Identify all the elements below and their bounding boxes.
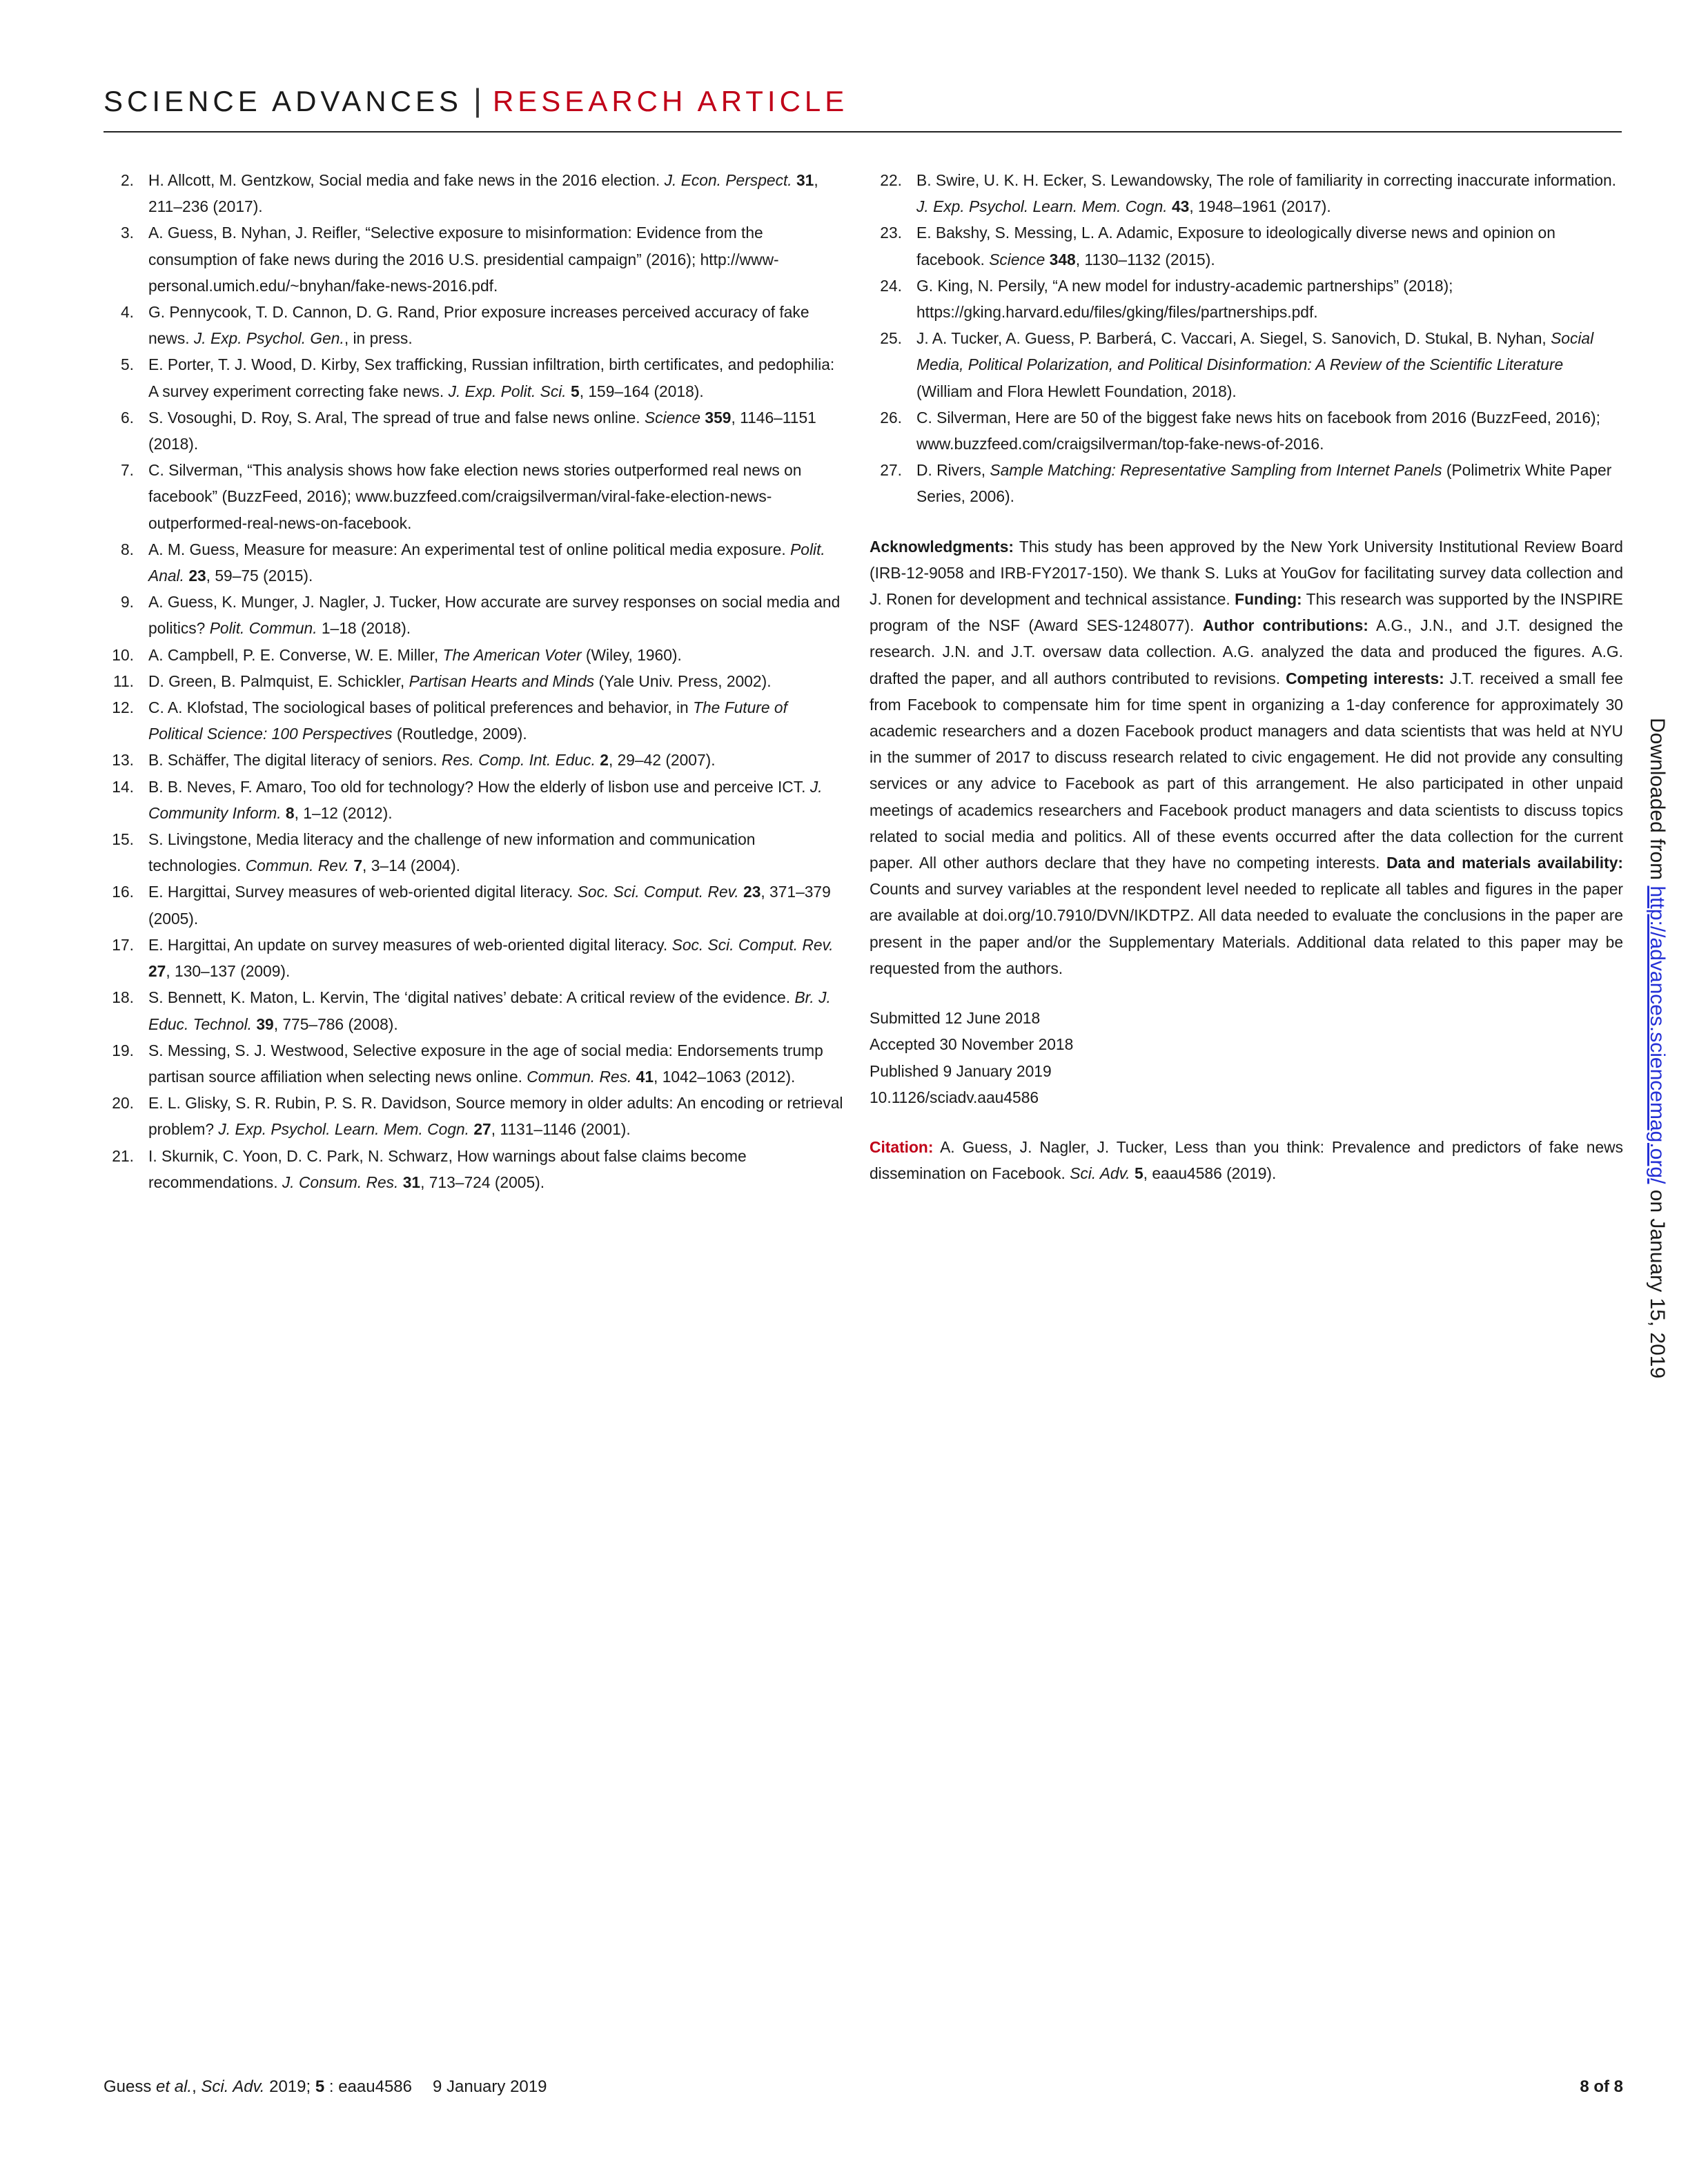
reference-item: 2. H. Allcott, M. Gentzkow, Social media and fake news in the 2016 election. J. Econ. Perspect. 31, 211–236 (2017). — [120, 171, 818, 216]
download-notice-text: Downloaded from http://advances.sciencemag.org/ on January 15, 2019 — [1646, 718, 1669, 1379]
citation-block: Citation: A. Guess, J. Nagler, J. Tucker, Less than you think: Prevalence and predictors of fake news dissemination on Facebook. Sci. Adv. 5, eaau4586 (2019). — [870, 1137, 1623, 1183]
reference-item: 16. E. Hargittai, Survey measures of web-oriented digital literacy. Soc. Sci. Comput. Rev. 23, 371–379 (2005). — [112, 883, 831, 928]
reference-item: 23. E. Bakshy, S. Messing, L. A. Adamic, Exposure to ideologically diverse news and opinion on facebook. Science 348, 1130–1132 (2015). — [880, 224, 1555, 268]
footer-date: 9 January 2019 — [433, 2077, 547, 2096]
acknowledgments-paragraph: Acknowledgments: This study has been approved by the New York University Institutional Review Board (IRB-12-9058 and IRB-FY2017-150). We thank S. Luks at YouGov for facilitating survey data collection and J. Ronen for development and technical assistance. Funding: This research was supported by the INSPIRE program of the NSF (Award SES-1248077). Author contributions: A.G., J.N., and J.T. designed the research. J.N. and J.T. oversaw data collection. A.G. analyzed the data and produced the figures. A.G. drafted the paper, and all authors contributed to revisions. Competing interests: J.T. received a small fee from Facebook to compensate him for time spent in organizing a 1-day conference for approximately 30 academic researchers and a dozen Facebook product managers and data scientists that was held at NYU in the summer of 2017 to discuss research related to civic engagement. He did not provide any consulting services or any advice to Facebook as part of this arrangement. He also participated in other unpaid meetings of academics researchers and Facebook product managers and data scientists to discuss topics related to social media and politics. All of these events occurred after the data collection for the current paper. All other authors declare that they have no competing interests. Data and materials availability: Counts and survey variables at the respondent level needed to replicate all tables and figures in the paper are available at doi.org/10.7910/DVN/IKDTPZ. All data needed to evaluate the conclusions in the paper are present in the paper and/or the Supplementary Materials. Additional data related to this paper may be requested from the authors. — [870, 537, 1623, 977]
published-date: Published 9 January 2019 — [870, 1061, 1052, 1080]
reference-item: 8. A. M. Guess, Measure for measure: An experimental test of online political media exposure. Polit. Anal. 23, 59–75 (2015). — [120, 540, 825, 585]
reference-item: 20. E. L. Glisky, S. R. Rubin, P. S. R. Davidson, Source memory in older adults: An encoding or retrieval problem? J. Exp. Psychol. Learn. Mem. Cogn. 27, 1131–1146 (2001). — [112, 1094, 843, 1139]
footer-citation: Guess et al., Sci. Adv. 2019; 5 : eaau4586 9 January 2019 — [104, 2077, 547, 2096]
competing-interests-label: Competing interests: — [1286, 669, 1444, 687]
reference-item: 6. S. Vosoughi, D. Roy, S. Aral, The spread of true and false news online. Science 359, 1146–1151 (2018). — [120, 408, 816, 453]
reference-item: 11. D. Green, B. Palmquist, E. Schickler, Partisan Hearts and Minds (Yale Univ. Press, 2002). — [113, 672, 772, 690]
reference-item: 24. G. King, N. Persily, “A new model for industry-academic partnerships” (2018); https://gking.harvard.edu/files/gking/files/partnerships.pdf. — [880, 276, 1453, 322]
reference-item: 18. S. Bennett, K. Maton, L. Kervin, The ‘digital natives’ debate: A critical review of the evidence. Br. J. Educ. Technol. 39, 775–786 (2008). — [112, 988, 831, 1033]
right-column — [870, 167, 1623, 1186]
reference-item: 26. C. Silverman, Here are 50 of the biggest fake news hits on facebook from 2016 (BuzzFeed, 2016); www.buzzfeed.com/craigsilverman/top-fake-news-of-2016. — [880, 408, 1600, 453]
reference-item: 27. D. Rivers, Sample Matching: Representative Sampling from Internet Panels (Polimetrix White Paper Series, 2006). — [880, 461, 1612, 506]
accepted-date: Accepted 30 November 2018 — [870, 1035, 1074, 1054]
reference-item: 7. C. Silverman, “This analysis shows how fake election news stories outperformed real news on facebook” (BuzzFeed, 2016); www.buzzfeed.com/craigsilverman/viral-fake-election-news-outperformed-real-news-on-facebook. — [120, 461, 802, 532]
reference-item: 12. C. A. Klofstad, The sociological bases of political preferences and behavior, in The Future of Political Science: 100 Perspectives (Routledge, 2009). — [112, 698, 787, 743]
doi: 10.1126/sciadv.aau4586 — [870, 1088, 1039, 1106]
header-separator: | — [473, 82, 482, 118]
reference-item: 4. G. Pennycook, T. D. Cannon, D. G. Rand, Prior exposure increases perceived accuracy of fake news. J. Exp. Psychol. Gen., in press. — [120, 303, 809, 348]
funding-label: Funding: — [1235, 590, 1302, 609]
publication-dates — [870, 1005, 1623, 1110]
submitted-date: Submitted 12 June 2018 — [870, 1009, 1041, 1028]
reference-item: 10. A. Campbell, P. E. Converse, W. E. Miller, The American Voter (Wiley, 1960). — [112, 645, 682, 664]
references-left-column — [104, 167, 845, 1195]
article-section: RESEARCH ARTICLE — [492, 85, 849, 117]
reference-item: 17. E. Hargittai, An update on survey measures of web-oriented digital literacy. Soc. Sci. Comput. Rev. 27, 130–137 (2009). — [112, 935, 834, 981]
reference-item: 13. B. Schäffer, The digital literacy of seniors. Res. Comp. Int. Educ. 2, 29–42 (2007). — [112, 751, 716, 770]
acknowledgments-label: Acknowledgments: — [870, 537, 1014, 556]
data-availability-label: Data and materials availability: — [1386, 854, 1623, 872]
author-contributions-label: Author contributions: — [1202, 616, 1368, 635]
reference-item: 9. A. Guess, K. Munger, J. Nagler, J. Tucker, How accurate are survey responses on social media and politics? Polit. Commun. 1–18 (2018). — [120, 593, 841, 638]
journal-name: SCIENCE ADVANCES — [104, 85, 462, 117]
download-link[interactable]: http://advances.sciencemag.org/ — [1646, 885, 1669, 1184]
page-number: 8 of 8 — [1580, 2077, 1623, 2096]
reference-item: 5. E. Porter, T. J. Wood, D. Kirby, Sex trafficking, Russian infiltration, birth certificates, and pedophilia: A survey experiment correcting fake news. J. Exp. Polit. Sci. 5, 159–164 (2018). — [120, 355, 835, 400]
page-header — [104, 81, 1622, 134]
header-rule — [104, 131, 1622, 133]
reference-item: 19. S. Messing, S. J. Westwood, Selective exposure in the age of social media: Endorsements trump partisan source affiliation when selecting news online. Commun. Res. 41, 1042–1063 (2012). — [112, 1041, 823, 1086]
citation-label: Citation: — [870, 1137, 934, 1156]
reference-item: 15. S. Livingstone, Media literacy and the challenge of new information and communication technologies. Commun. Rev. 7, 3–14 (2004). — [112, 830, 756, 875]
reference-item: 22. B. Swire, U. K. H. Ecker, S. Lewandowsky, The role of familiarity in correcting inaccurate information. J. Exp. Psychol. Learn. Mem. Cogn. 43, 1948–1961 (2017). — [880, 171, 1617, 216]
reference-item: 21. I. Skurnik, C. Yoon, D. C. Park, N. Schwarz, How warnings about false claims become recommendations. J. Consum. Res. 31, 713–724 (2005). — [112, 1146, 747, 1191]
reference-item: 3. A. Guess, B. Nyhan, J. Reifler, “Selective exposure to misinformation: Evidence from the consumption of fake news during the 2016 U.S. presidential campaign” (2016); http://www-personal.umich.edu/~bnyhan/fake-news-2016.pdf. — [120, 224, 779, 295]
reference-item: 14. B. B. Neves, F. Amaro, Too old for technology? How the elderly of lisbon use and perceive ICT. J. Community Inform. 8, 1–12 (2012). — [112, 777, 823, 822]
reference-item: 25. J. A. Tucker, A. Guess, P. Barberá, C. Vaccari, A. Siegel, S. Sanovich, D. Stukal, B. Nyhan, Social Media, Political Polarization, and Political Disinformation: A Review of the Scientific Literature (William and Flora Hewlett Foundation, 2018). — [880, 329, 1594, 400]
